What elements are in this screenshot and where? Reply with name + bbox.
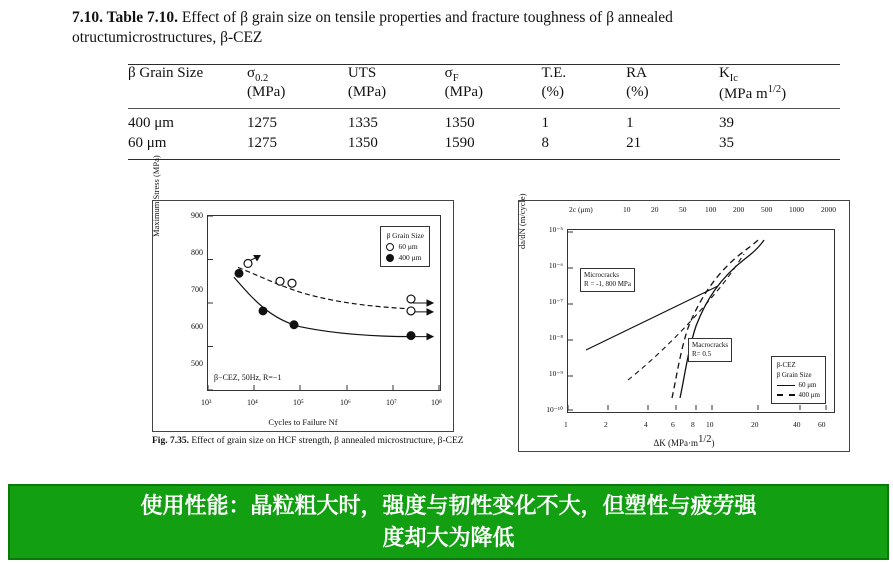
left-chart-xlabel: Cycles to Failure Nf xyxy=(268,417,338,427)
open-circle-icon xyxy=(386,243,394,251)
left-xtick: 10⁷ xyxy=(386,398,397,407)
top-tick: 2000 xyxy=(821,205,836,214)
cell-uts: 1350 xyxy=(347,135,378,151)
right-plot-area xyxy=(567,229,835,413)
cell-grain-size: 60 μm xyxy=(128,135,167,151)
cell-yield-strength: 1275 xyxy=(247,135,277,151)
figure-hcf-chart xyxy=(151,155,454,432)
legend-title: β Grain Size xyxy=(386,231,424,240)
cell-total-elongation: 8 xyxy=(541,135,549,151)
left-ytick: 600 xyxy=(191,322,203,331)
macrocracks-note: Macrocracks R= 0.5 xyxy=(688,338,732,362)
right-chart-legend xyxy=(771,356,826,404)
cell-fracture-stress: 1590 xyxy=(444,135,475,151)
legend-item-400um: 400 μm xyxy=(777,390,820,400)
header-uts: UTS xyxy=(347,65,377,81)
cell-uts: 1335 xyxy=(347,115,378,131)
unit-yield-strength: (MPa) xyxy=(247,84,286,100)
top-tick: 10 xyxy=(623,205,631,214)
table-row xyxy=(128,135,840,155)
table-header-row-top xyxy=(128,65,840,84)
top-tick: 100 xyxy=(705,205,717,214)
table-header-row-units xyxy=(128,84,840,106)
cell-kic: 35 xyxy=(718,135,734,151)
legend-item-60um: 60 μm xyxy=(777,380,820,390)
right-chart-ylabel: da/dN (m/cycle) xyxy=(517,193,527,249)
cell-fracture-stress: 1350 xyxy=(444,115,475,131)
conclusion-banner xyxy=(8,484,889,560)
heading-line-1-rest: Effect of β grain size on tensile properties and fracture toughness of β annealed xyxy=(181,9,673,26)
cell-grain-size: 400 μm xyxy=(128,115,174,131)
header-yield-strength: $\sigma_{0.2}$ xyxy=(247,65,269,84)
header-ra: RA xyxy=(626,65,648,81)
cell-kic: 39 xyxy=(718,115,734,131)
table-body xyxy=(128,65,840,106)
microcracks-note: Microcracks R = -1, 800 MPa xyxy=(580,268,635,292)
section-number: 7.10. xyxy=(72,9,107,26)
right-ytick: 10⁻¹⁰ xyxy=(546,405,563,414)
filled-circle-icon xyxy=(386,254,394,262)
left-plot-area xyxy=(207,215,441,391)
left-xtick: 10⁶ xyxy=(340,398,351,407)
legend-subtitle: β Grain Size xyxy=(776,371,812,379)
heading-line-2 xyxy=(72,28,872,48)
legend-item-400um: 400 μm xyxy=(386,252,424,263)
header-kic: $K_{Ic}$ xyxy=(718,65,738,84)
heading-line-2-rest: microstructures, β-CEZ xyxy=(115,29,263,46)
cell-ra: 1 xyxy=(626,115,634,131)
right-xtick: 1 xyxy=(564,420,568,429)
left-ytick: 800 xyxy=(191,248,203,257)
right-xtick: 40 xyxy=(793,420,801,429)
right-ytick: 10⁻⁶ xyxy=(548,261,563,270)
left-ytick: 900 xyxy=(191,211,203,220)
top-tick: 20 xyxy=(651,205,659,214)
unit-ra: (%) xyxy=(626,84,649,100)
results-table xyxy=(128,64,840,160)
left-xtick: 10⁵ xyxy=(293,398,304,407)
table-data-rows xyxy=(128,115,840,155)
table-bottom-rule xyxy=(128,159,840,160)
unit-kic: (MPa $m^{1/2}$) xyxy=(718,84,787,102)
banner-line-1: 使用性能：晶粒粗大时，强度与韧性变化不大，但塑性与疲劳强 xyxy=(140,493,757,518)
unit-grain-size xyxy=(128,84,247,106)
right-xtick: 8 xyxy=(691,420,695,429)
table-label-overlap: Table 7.10. xyxy=(106,9,178,26)
left-ytick: 700 xyxy=(191,285,203,294)
dashed-line-icon xyxy=(777,394,795,396)
right-xtick: 20 xyxy=(751,420,759,429)
top-tick: 200 xyxy=(733,205,745,214)
table-heading xyxy=(72,8,872,48)
unit-uts: (MPa) xyxy=(347,84,387,100)
right-xtick: 60 xyxy=(818,420,826,429)
right-xtick: 4 xyxy=(644,420,648,429)
right-ytick: 10⁻⁵ xyxy=(548,225,563,234)
heading-line-1 xyxy=(72,8,872,28)
figure-crack-growth-chart xyxy=(517,193,850,452)
top-tick: 50 xyxy=(679,205,687,214)
top-tick: 500 xyxy=(761,205,773,214)
cell-total-elongation: 1 xyxy=(541,115,549,131)
left-xtick: 10⁴ xyxy=(247,398,258,407)
left-chart-ylabel: Maximum Stress (MPa) xyxy=(151,155,161,237)
right-xtick: 10 xyxy=(706,420,714,429)
left-xtick: 10³ xyxy=(201,398,212,407)
header-fracture-stress: $\sigma_F$ xyxy=(444,65,459,84)
left-xtick: 10⁸ xyxy=(431,398,442,407)
unit-fracture-stress: (MPa) xyxy=(444,84,483,100)
left-chart-legend xyxy=(380,226,430,267)
unit-total-elongation: (%) xyxy=(541,84,564,100)
right-ytick: 10⁻⁷ xyxy=(548,297,563,306)
top-tick: 1000 xyxy=(789,205,804,214)
figure-caption-text: Effect of grain size on HCF strength, β annealed microstructure, β-CEZ xyxy=(188,436,464,446)
right-ytick: 10⁻⁹ xyxy=(548,369,563,378)
header-total-elongation: T.E. xyxy=(541,65,567,81)
right-chart-xlabel: ΔK (MPa·m1/2) xyxy=(653,434,715,448)
cell-yield-strength: 1275 xyxy=(247,115,277,131)
right-xtick: 6 xyxy=(671,420,675,429)
banner-line-2: 度却大为降低 xyxy=(382,525,515,550)
top-axis-label: 2c (μm) xyxy=(569,205,593,214)
left-chart-annotation: β−CEZ, 50Hz, R=−1 xyxy=(214,373,282,382)
right-xtick: 2 xyxy=(604,420,608,429)
solid-line-icon xyxy=(777,385,795,386)
legend-title: β-CEZ xyxy=(776,361,796,369)
table-mid-rule xyxy=(128,108,840,109)
left-ytick: 500 xyxy=(191,359,203,368)
heading-line-2-overlap: otructu xyxy=(72,29,116,46)
header-grain-size: β Grain Size xyxy=(128,65,204,81)
legend-item-60um: 60 μm xyxy=(386,241,424,252)
figure-caption-number: Fig. 7.35. xyxy=(152,436,189,446)
cell-ra: 21 xyxy=(626,135,642,151)
table-row xyxy=(128,115,840,135)
figures-area xyxy=(0,155,893,466)
right-ytick: 10⁻⁸ xyxy=(548,333,563,342)
